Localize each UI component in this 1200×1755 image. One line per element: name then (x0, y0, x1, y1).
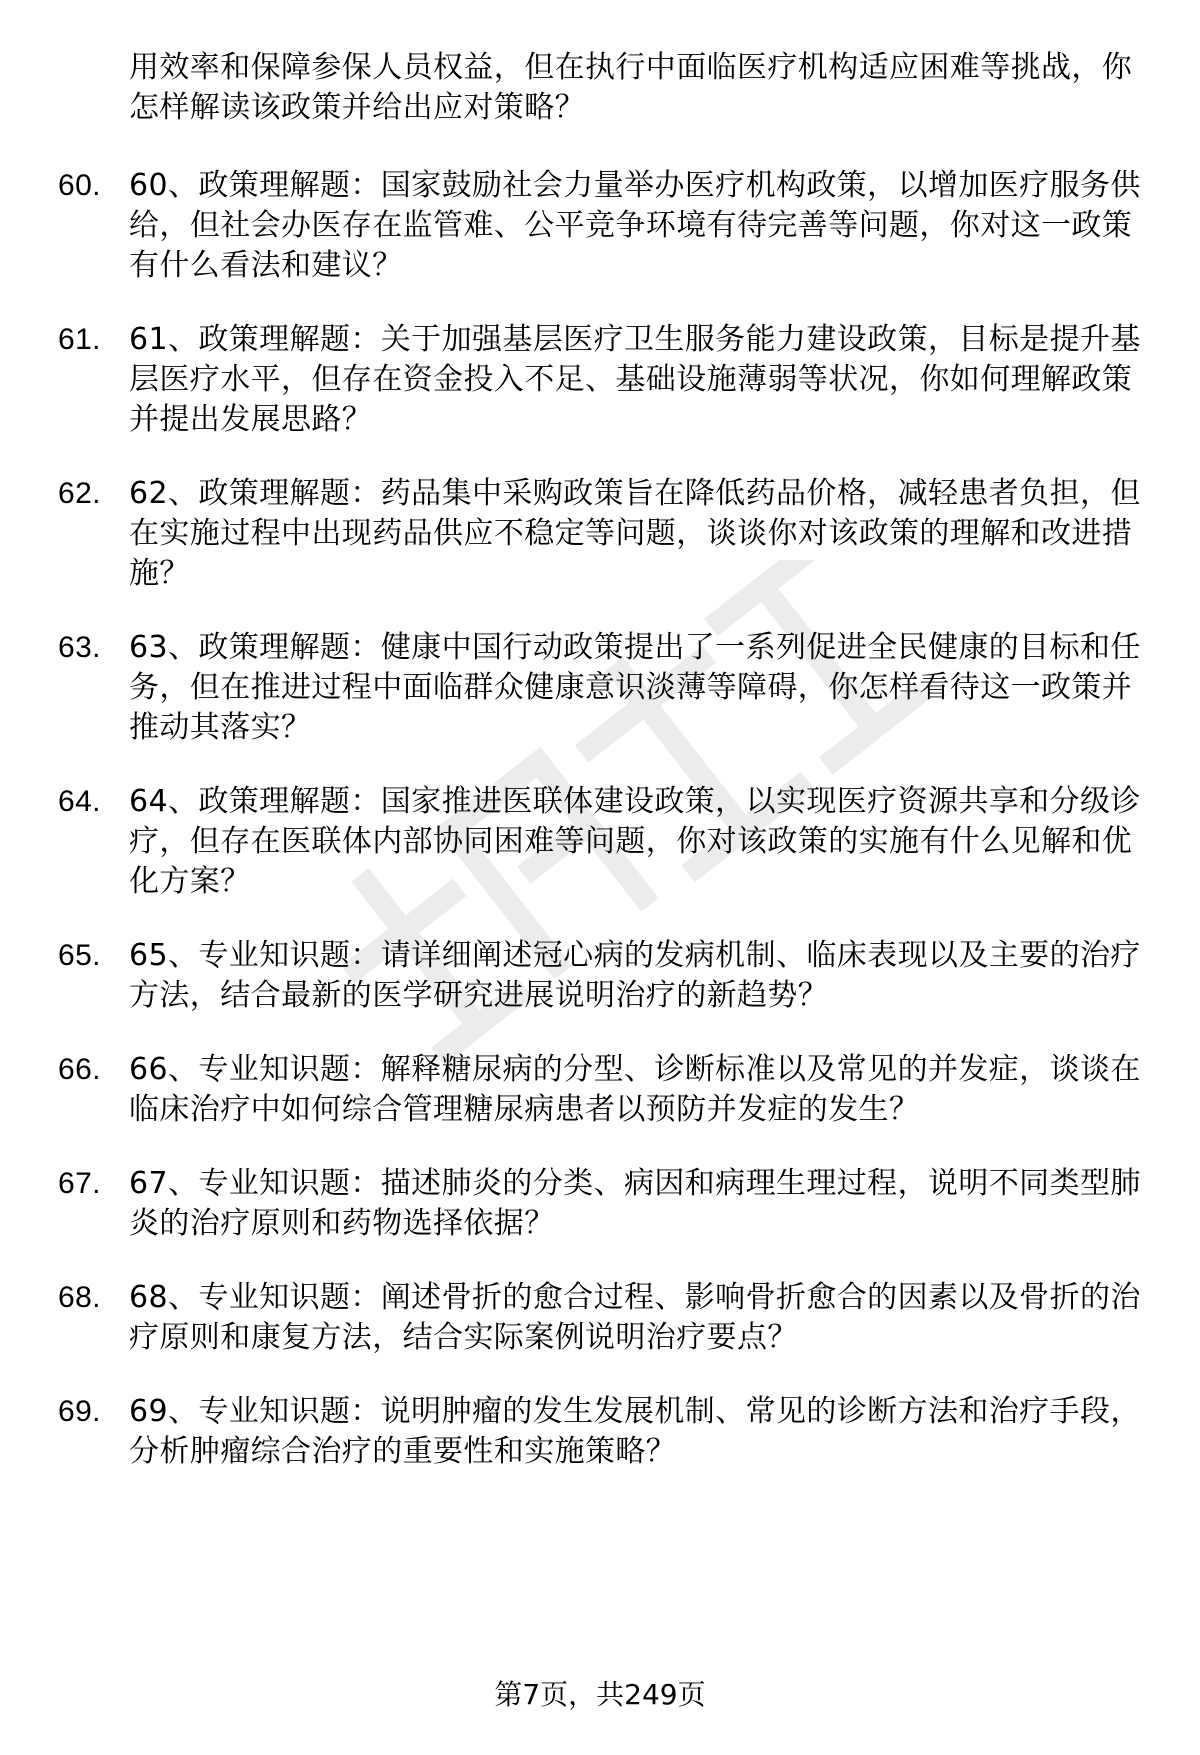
question-list (58, 48, 1148, 1506)
list-item (58, 936, 1148, 1016)
item-text: 60、政策理解题：国家鼓励社会力量举办医疗机构政策，以增加医疗服务供给，但社会办医存在监管难、公平竞争环境有待完善等问题，你对这一政策有什么看法和建议？ (129, 168, 1141, 283)
list-item-continued (58, 48, 1148, 128)
list-item (58, 1050, 1148, 1130)
item-text: 68、专业知识题：阐述骨折的愈合过程、影响骨折愈合的因素以及骨折的治疗原则和康复方法，结合实际案例说明治疗要点？ (129, 1280, 1141, 1355)
continued-text: 用效率和保障参保人员权益，但在执行中面临医疗机构适应困难等挑战，你怎样解读该政策并给出应对策略？ (129, 50, 1133, 125)
item-text: 66、专业知识题：解释糖尿病的分型、诊断标准以及常见的并发症，谈谈在临床治疗中如何综合管理糖尿病患者以预防并发症的发生？ (129, 1052, 1141, 1127)
item-text: 65、专业知识题：请详细阐述冠心病的发病机制、临床表现以及主要的治疗方法，结合最新的医学研究进展说明治疗的新趋势？ (129, 938, 1141, 1013)
item-text: 64、政策理解题：国家推进医联体建设政策，以实现医疗资源共享和分级诊疗，但存在医联体内部协同困难等问题，你对该政策的实施有什么见解和优化方案？ (129, 784, 1141, 899)
item-number: 67. (58, 1167, 101, 1200)
item-number: 63. (58, 631, 101, 664)
item-text: 62、政策理解题：药品集中采购政策旨在降低药品价格，减轻患者负担，但在实施过程中出现药品供应不稳定等问题，谈谈你对该政策的理解和改进措施？ (129, 476, 1141, 591)
item-number: 62. (58, 477, 101, 510)
list-item (58, 782, 1148, 902)
list-item (58, 1278, 1148, 1358)
item-number: 60. (58, 169, 101, 202)
item-number: 64. (58, 785, 101, 818)
item-number: 66. (58, 1053, 101, 1086)
item-number: 65. (58, 939, 101, 972)
page-footer (0, 1677, 1200, 1713)
list-item (58, 1164, 1148, 1244)
page-number-label: 第7页，共249页 (494, 1678, 706, 1711)
item-text: 67、专业知识题：描述肺炎的分类、病因和病理生理过程，说明不同类型肺炎的治疗原则和药物选择依据？ (129, 1166, 1141, 1241)
item-text: 61、政策理解题：关于加强基层医疗卫生服务能力建设政策，目标是提升基层医疗水平，但存在资金投入不足、基础设施薄弱等状况，你如何理解政策并提出发展思路？ (129, 322, 1141, 437)
item-text: 63、政策理解题：健康中国行动政策提出了一系列促进全民健康的目标和任务，但在推进过程中面临群众健康意识淡薄等障碍，你怎样看待这一政策并推动其落实？ (129, 630, 1141, 745)
item-number: 69. (58, 1395, 101, 1428)
list-item (58, 1392, 1148, 1472)
item-number: 68. (58, 1281, 101, 1314)
list-item (58, 474, 1148, 594)
item-text: 69、专业知识题：说明肿瘤的发生发展机制、常见的诊断方法和治疗手段，分析肿瘤综合治疗的重要性和实施策略？ (129, 1394, 1141, 1469)
list-item (58, 628, 1148, 748)
list-item (58, 166, 1148, 286)
item-number: 61. (58, 323, 101, 356)
list-item (58, 320, 1148, 440)
